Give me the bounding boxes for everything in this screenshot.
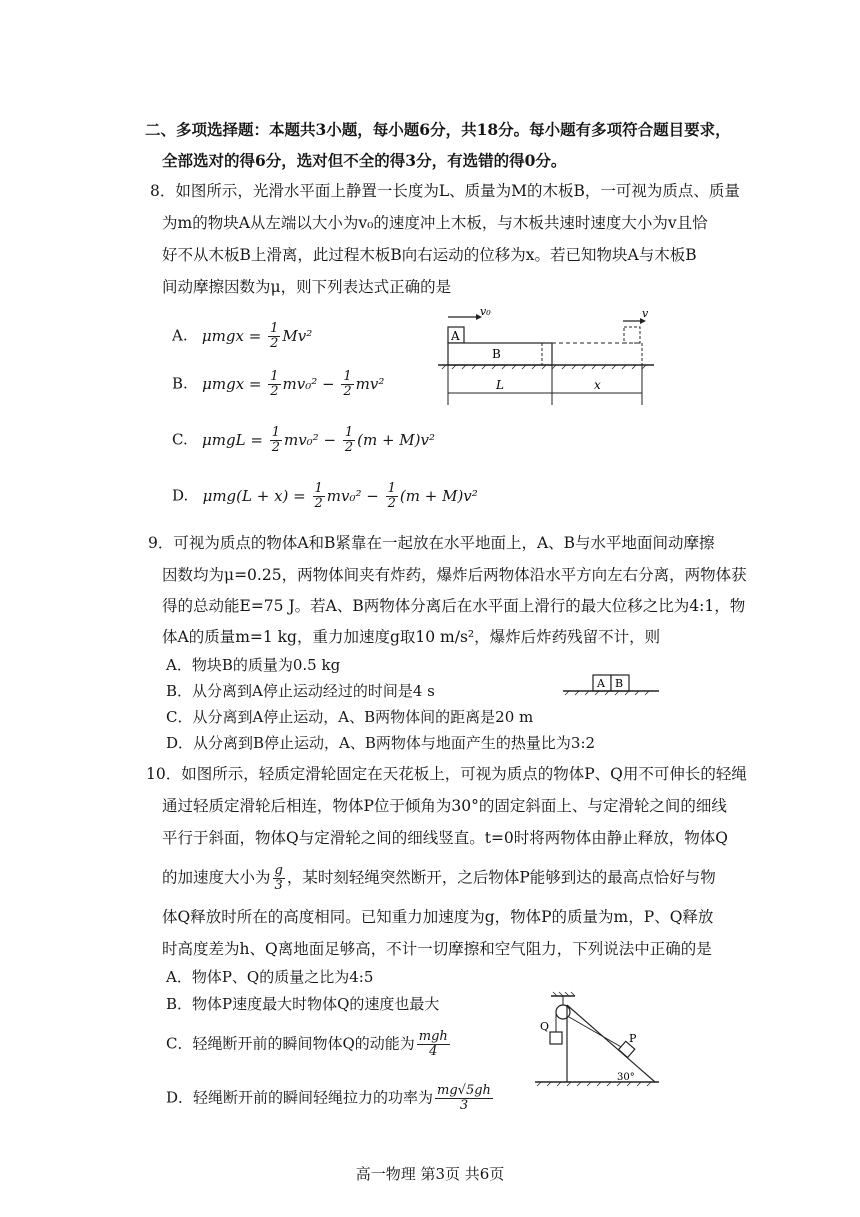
q9-line-3: 得的总动能E=75 J。若A、B两物体分离后在水平面上滑行的最大位移之比为4:1，物 xyxy=(162,597,746,615)
q8-figure xyxy=(438,305,668,415)
q8-option-b-label: B. xyxy=(172,374,188,393)
q10-option-b: B．物体P速度最大时物体Q的速度也最大 xyxy=(166,995,440,1013)
q9-line-1: 9．可视为质点的物体A和B紧靠在一起放在水平地面上，A、B与水平地面间动摩擦 xyxy=(148,534,715,552)
q10-line-3: 平行于斜面，物体Q与定滑轮之间的细线竖直。t=0时将两物体由静止释放，物体Q xyxy=(162,829,728,847)
q10-block-q xyxy=(550,1032,562,1044)
q10-line-5: 体Q释放时所在的高度相同。已知重力加速度为g，物体P的质量为m，P、Q释放 xyxy=(162,908,714,926)
q8-line-4: 间动摩擦因数为μ，则下列表达式正确的是 xyxy=(162,278,452,296)
q10-line-4-post: ，某时刻轻绳突然断开，之后物体P能够到达的最高点恰好与物 xyxy=(286,868,716,887)
q8-fig-l-label: L xyxy=(496,378,504,392)
q10-frac-den: 3 xyxy=(274,878,283,893)
q10-d-num: mg√5gh xyxy=(437,1083,491,1098)
q8-line-1: 8．如图所示，光滑水平面上静置一长度为L、质量为M的木板B，一可视为质点、质量 xyxy=(150,182,740,200)
q9-fig-b-label: B xyxy=(615,677,624,690)
q10-line-4 xyxy=(162,864,716,893)
q8-option-c-label: C. xyxy=(172,430,188,449)
q8-option-d: D. μmg(L + x) = $\frac{1}{2}$ mv₀² − $\frac{1}{2}$ (m + M)v² xyxy=(172,481,478,511)
q10-c-den: 4 xyxy=(429,1044,438,1059)
q8-option-c: C. μmgL = $\frac{1}{2}$ mv₀² − $\frac{1}{2}$ (m + M)v² xyxy=(172,425,435,455)
q8-line-3: 好不从木板B上滑离，此过程木板B向右运动的位移为x。若已知物块A与木板B xyxy=(162,246,697,264)
q9-fig-a-label: A xyxy=(597,677,605,690)
q9-line-2: 因数均为μ=0.25，两物体间夹有炸药，爆炸后两物体沿水平方向左右分离，两物体获 xyxy=(162,566,747,584)
section-header-line2: 全部选对的得6分，选对但不全的得3分，有选错的得0分。 xyxy=(162,151,567,170)
q10-line-6: 时高度差为h、Q离地面足够高，不计一切摩擦和空气阻力，下列说法中正确的是 xyxy=(162,940,712,958)
q10-fig-p-label: P xyxy=(629,1032,637,1045)
q8-fig-v0-label: v₀ xyxy=(480,305,491,318)
page-footer: 高一物理 第3页 共6页 xyxy=(355,1165,505,1183)
q9-option-d: D．从分离到B停止运动，A、B两物体与地面产生的热量比为3:2 xyxy=(166,734,596,752)
q8-option-a: A. μmgx = $\frac{1}{2}$ Mv² xyxy=(172,321,313,351)
q10-line-4-pre: 的加速度大小为 xyxy=(162,868,271,887)
q8-fig-a-label: A xyxy=(451,329,460,343)
q10-option-c-text: C．轻绳断开前的瞬间物体Q的动能为 xyxy=(166,1034,415,1053)
q10-figure xyxy=(533,992,663,1092)
q9-option-c: C．从分离到A停止运动，A、B两物体间的距离是20 m xyxy=(166,708,534,726)
q10-option-c xyxy=(166,1030,452,1059)
q8-line-2: 为m的物块A从左端以大小为v₀的速度冲上木板，与木板共速时速度大小为v且恰 xyxy=(162,214,708,232)
q10-option-d xyxy=(166,1084,495,1113)
q10-option-d-text: D．轻绳断开前的瞬间轻绳拉力的功率为 xyxy=(166,1088,434,1107)
q8-fig-b-label: B xyxy=(492,347,501,361)
q10-pulley xyxy=(556,1005,570,1019)
q8-option-a-label: A. xyxy=(172,326,188,345)
q9-option-b: B．从分离到A停止运动经过的时间是4 s xyxy=(166,682,435,700)
q9-figure xyxy=(563,673,663,697)
section-header-line1: 二、多项选择题：本题共3小题，每小题6分，共18分。每小题有多项符合题目要求， xyxy=(145,120,731,139)
q8-fig-x-label: x xyxy=(594,378,601,392)
q10-line-1: 10．如图所示，轻质定滑轮固定在天花板上，可视为质点的物体P、Q用不可伸长的轻绳 xyxy=(146,765,747,783)
q10-c-num: mgh xyxy=(418,1029,448,1044)
q10-option-a: A．物体P、Q的质量之比为4:5 xyxy=(166,968,374,986)
q10-frac-num: g xyxy=(274,863,283,878)
q10-line-2: 通过轻质定滑轮后相连，物体P位于倾角为30°的固定斜面上、与定滑轮之间的细线 xyxy=(162,797,727,815)
q10-d-den: 3 xyxy=(459,1098,469,1113)
q9-line-4: 体A的质量m=1 kg，重力加速度g取10 m/s²，爆炸后炸药残留不计，则 xyxy=(162,628,661,646)
q9-option-a: A．物块B的质量为0.5 kg xyxy=(166,656,341,674)
q10-fig-q-label: Q xyxy=(540,1020,550,1033)
q8-fig-v-label: v xyxy=(642,307,649,320)
q8-option-b: B. μmgx = $\frac{1}{2}$ mv₀² − $\frac{1}{2}$ mv² xyxy=(172,369,385,399)
q8-option-d-label: D. xyxy=(172,486,189,505)
q10-fig-angle-label: 30° xyxy=(617,1072,635,1083)
